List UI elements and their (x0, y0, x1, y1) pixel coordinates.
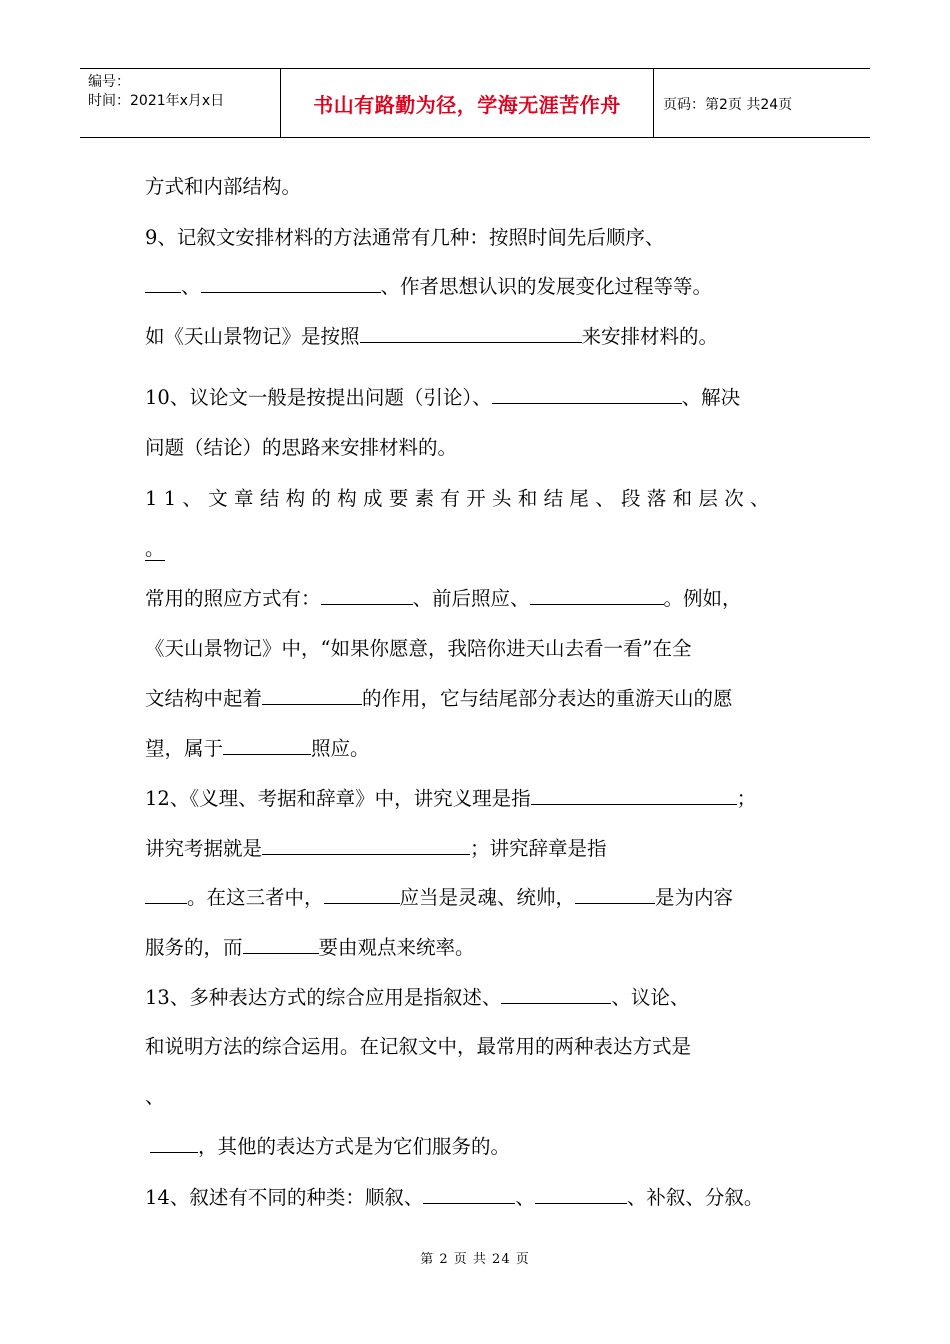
blank (501, 983, 611, 1004)
text-line: 、 (145, 1085, 165, 1108)
blank (145, 272, 181, 293)
blank (423, 1183, 515, 1204)
page-info: 页码：第2页 共24页 (663, 97, 793, 113)
blank (262, 834, 470, 855)
text-line: 《天山景物记》中，“如果你愿意，我陪你进天山去看一看”在全 (145, 637, 692, 660)
blank (492, 383, 682, 404)
blank (575, 883, 655, 904)
question-12: 12、《义理、考据和辞章》中，讲究义理是指 ； (145, 783, 756, 811)
text-line: 。在这三者中， 应当是灵魂、统帅， 是为内容 (145, 882, 733, 910)
blank (321, 584, 413, 605)
text-line: ，其他的表达方式是为它们服务的。 (150, 1131, 510, 1159)
text-line: 如《天山景物记》是按照 来安排材料的。 (145, 321, 718, 349)
text-line: 和说明方法的综合运用。在记叙文中，最常用的两种表达方式是 (145, 1035, 692, 1058)
blank (201, 272, 381, 293)
blank (150, 1132, 198, 1153)
question-13: 13、多种表达方式的综合应用是指叙述、 、议论、 (145, 982, 689, 1010)
header-motto-cell (280, 69, 654, 137)
question-14: 14、叙述有不同的种类：顺叙、 、 、补叙、分叙。 (145, 1182, 763, 1210)
text-line: 方式和内部结构。 (145, 175, 302, 198)
page-footer: 第 2 页 共 24 页 (420, 1252, 530, 1267)
page-header (80, 68, 870, 138)
blank (262, 684, 362, 705)
text-line: 。 (145, 537, 165, 560)
blank (243, 933, 319, 954)
blank (530, 584, 664, 605)
time-label: 时间：2021年x月x日 (88, 93, 225, 109)
blank (360, 322, 582, 343)
blank (324, 883, 400, 904)
text-line: 、 、作者思想认识的发展变化过程等等。 (145, 271, 712, 299)
blank (145, 883, 187, 904)
number-label: 编号： (88, 74, 130, 90)
text-line: 讲究考据就是 ；讲究辞章是指 (145, 833, 607, 861)
text-line: 常用的照应方式有： 、前后照应、 。例如， (145, 583, 742, 611)
header-meta (88, 73, 224, 111)
blank (531, 784, 737, 805)
blank (535, 1183, 627, 1204)
question-9: 9、记叙文安排材料的方法通常有几种：按照时间先后顺序、 (145, 226, 665, 249)
text-line: 问题（结论）的思路来安排材料的。 (145, 436, 458, 459)
question-10: 10、议论文一般是按提出问题（引论）、 、解决 (145, 382, 740, 410)
motto: 书山有路勤为径，学海无涯苦作舟 (313, 92, 621, 117)
text-line: 望，属于 照应。 (145, 733, 370, 761)
text-line: 服务的，而 要由观点来统率。 (145, 932, 475, 960)
blank (223, 734, 311, 755)
text-line: 文结构中起着 的作用，它与结尾部分表达的重游天山的愿 (145, 683, 733, 711)
question-11: 11、文章结构的构成要素有开头和结尾、段落和层次、 (145, 487, 776, 510)
